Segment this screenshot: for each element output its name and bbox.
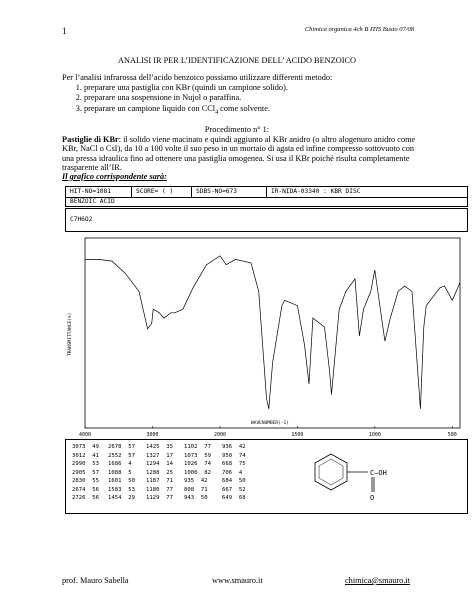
footer-site[interactable]: www.smauro.it <box>212 576 263 585</box>
peak-cell: 1129 77 <box>146 495 173 501</box>
x-tick-label: 3000 <box>146 432 159 438</box>
peak-cell: 808 71 <box>184 486 208 493</box>
method-item <box>84 104 422 118</box>
peak-column-2 <box>108 443 135 503</box>
carbonyl-oxygen: O <box>370 494 375 502</box>
peak-cell: 1583 53 <box>108 486 135 493</box>
peak-cell: 935 42 <box>184 478 208 484</box>
peak-cell: 936 42 <box>222 444 246 450</box>
spectrum-line <box>85 256 460 409</box>
hit-number: HIT-NO=1081 <box>70 188 111 195</box>
method-text: preparare un campione liquido con CCl <box>84 103 216 113</box>
graph-caption: Il grafico corrispondente sarà: <box>62 172 167 181</box>
spectrum-plot <box>65 236 468 439</box>
peak-cell: 1187 71 <box>146 478 173 484</box>
peak-cell: 1601 50 <box>108 478 135 484</box>
peak-cell: 1294 14 <box>146 461 173 467</box>
peak-cell: 1180 77 <box>146 486 173 493</box>
page-number: 1 <box>62 26 67 36</box>
ir-spectrum <box>65 186 468 516</box>
peak-column-4 <box>184 443 211 503</box>
page-title: ANALISI IR PER L’IDENTIFICAZIONE DELL’ ACIDO BENZOICO <box>118 56 356 65</box>
peak-cell: 649 68 <box>222 495 246 501</box>
peak-cell: 1454 29 <box>108 495 135 501</box>
method-item: 1. preparare una pastiglia con KBr (quindi un campione solido). <box>84 83 422 93</box>
peak-cell: 3012 41 <box>72 452 99 459</box>
intro-paragraph <box>62 73 422 117</box>
peak-cell: 2678 57 <box>108 444 135 450</box>
peak-cell: 1327 17 <box>146 452 173 459</box>
peak-column-1 <box>72 443 99 503</box>
y-axis-label: TRANSMITTANCE(%) <box>68 312 73 356</box>
formula: C7H6O2 <box>70 216 93 223</box>
peak-cell: 1088 5 <box>108 469 132 476</box>
footer-email[interactable]: chimica@smauro.it <box>345 576 411 585</box>
peak-cell: 1102 77 <box>184 444 211 450</box>
peak-cell: 667 52 <box>222 486 246 493</box>
x-tick-label: 4000 <box>78 432 92 438</box>
x-tick-label: 2000 <box>213 432 227 438</box>
peak-cell: 2905 57 <box>72 469 99 476</box>
procedure-title: Procedimento n° 1: <box>204 125 270 134</box>
peak-cell: 2830 55 <box>72 478 99 484</box>
peak-cell: 2726 56 <box>72 495 99 501</box>
x-tick-label: 1000 <box>368 432 381 438</box>
intro-text: Per l’analisi infrarossa dell’acido benzoico possiamo utilizzare differenti metodo: <box>62 73 333 82</box>
peak-cell: 1073 59 <box>184 452 211 459</box>
peak-cell: 2990 53 <box>72 461 99 467</box>
benzoic-acid-structure <box>306 446 426 511</box>
peak-cell: 1686 4 <box>108 461 132 467</box>
kbr-label: Pastiglie di KBr <box>62 135 119 144</box>
subscript: 4 <box>215 109 219 116</box>
peak-column-5 <box>222 443 246 503</box>
spectrum-header <box>65 186 468 207</box>
peak-cell: 2552 57 <box>108 452 135 459</box>
structure-label: C—OH <box>370 469 387 477</box>
score: SCORE= ( ) <box>136 188 174 195</box>
plot-frame <box>85 238 460 428</box>
peak-cell: 1288 25 <box>146 469 173 476</box>
course-header: Chimica organica 4ch B ITIS Busto 07/08 <box>304 26 414 33</box>
x-tick-label: 500 <box>447 432 457 438</box>
peak-cell: 943 50 <box>184 495 208 501</box>
peak-cell: 706 4 <box>222 469 243 476</box>
peak-cell: 3073 49 <box>72 444 99 450</box>
peak-table <box>65 439 468 514</box>
peak-cell: 668 75 <box>222 461 246 467</box>
peak-cell: 1000 82 <box>184 469 211 476</box>
x-axis-label: WAVENUMBER(-1) <box>251 421 289 426</box>
ir-method: IR-NIDA-03340 : KBR DISC <box>271 188 361 195</box>
kbr-text: : il solido viene macinato e quindi aggiunto al KBr anidro (o altro alogenuro anidro come KBr, NaCl o CsI), da 10 a 100 volte il suo peso in un mortaio di agata ed infine compresso sottovuoto con una pressa idraulica fino ad ottenere una pastiglia omogenea. Si usa il KBr poiché risulta completamente trasparente all’IR. <box>62 135 416 173</box>
peak-cell: 1425 35 <box>146 444 173 450</box>
x-tick-label: 1500 <box>291 432 304 438</box>
methods-list <box>62 83 422 117</box>
compound-name: BENZOIC ACID <box>70 198 115 205</box>
method-item: 2. preparare una sospensione in Nujol o paraffina. <box>84 93 422 103</box>
peak-column-3 <box>146 443 173 503</box>
peak-cell: 684 50 <box>222 478 246 484</box>
formula-box <box>65 208 468 232</box>
method-text: come solvente. <box>218 103 270 113</box>
footer-author: prof. Mauro Sabella <box>62 576 129 585</box>
sdbs-number: SDBS-NO=673 <box>196 188 237 195</box>
peak-cell: 1026 74 <box>184 461 211 467</box>
peak-cell: 2674 56 <box>72 486 99 493</box>
peak-cell: 950 74 <box>222 452 246 459</box>
kbr-paragraph <box>62 135 427 173</box>
